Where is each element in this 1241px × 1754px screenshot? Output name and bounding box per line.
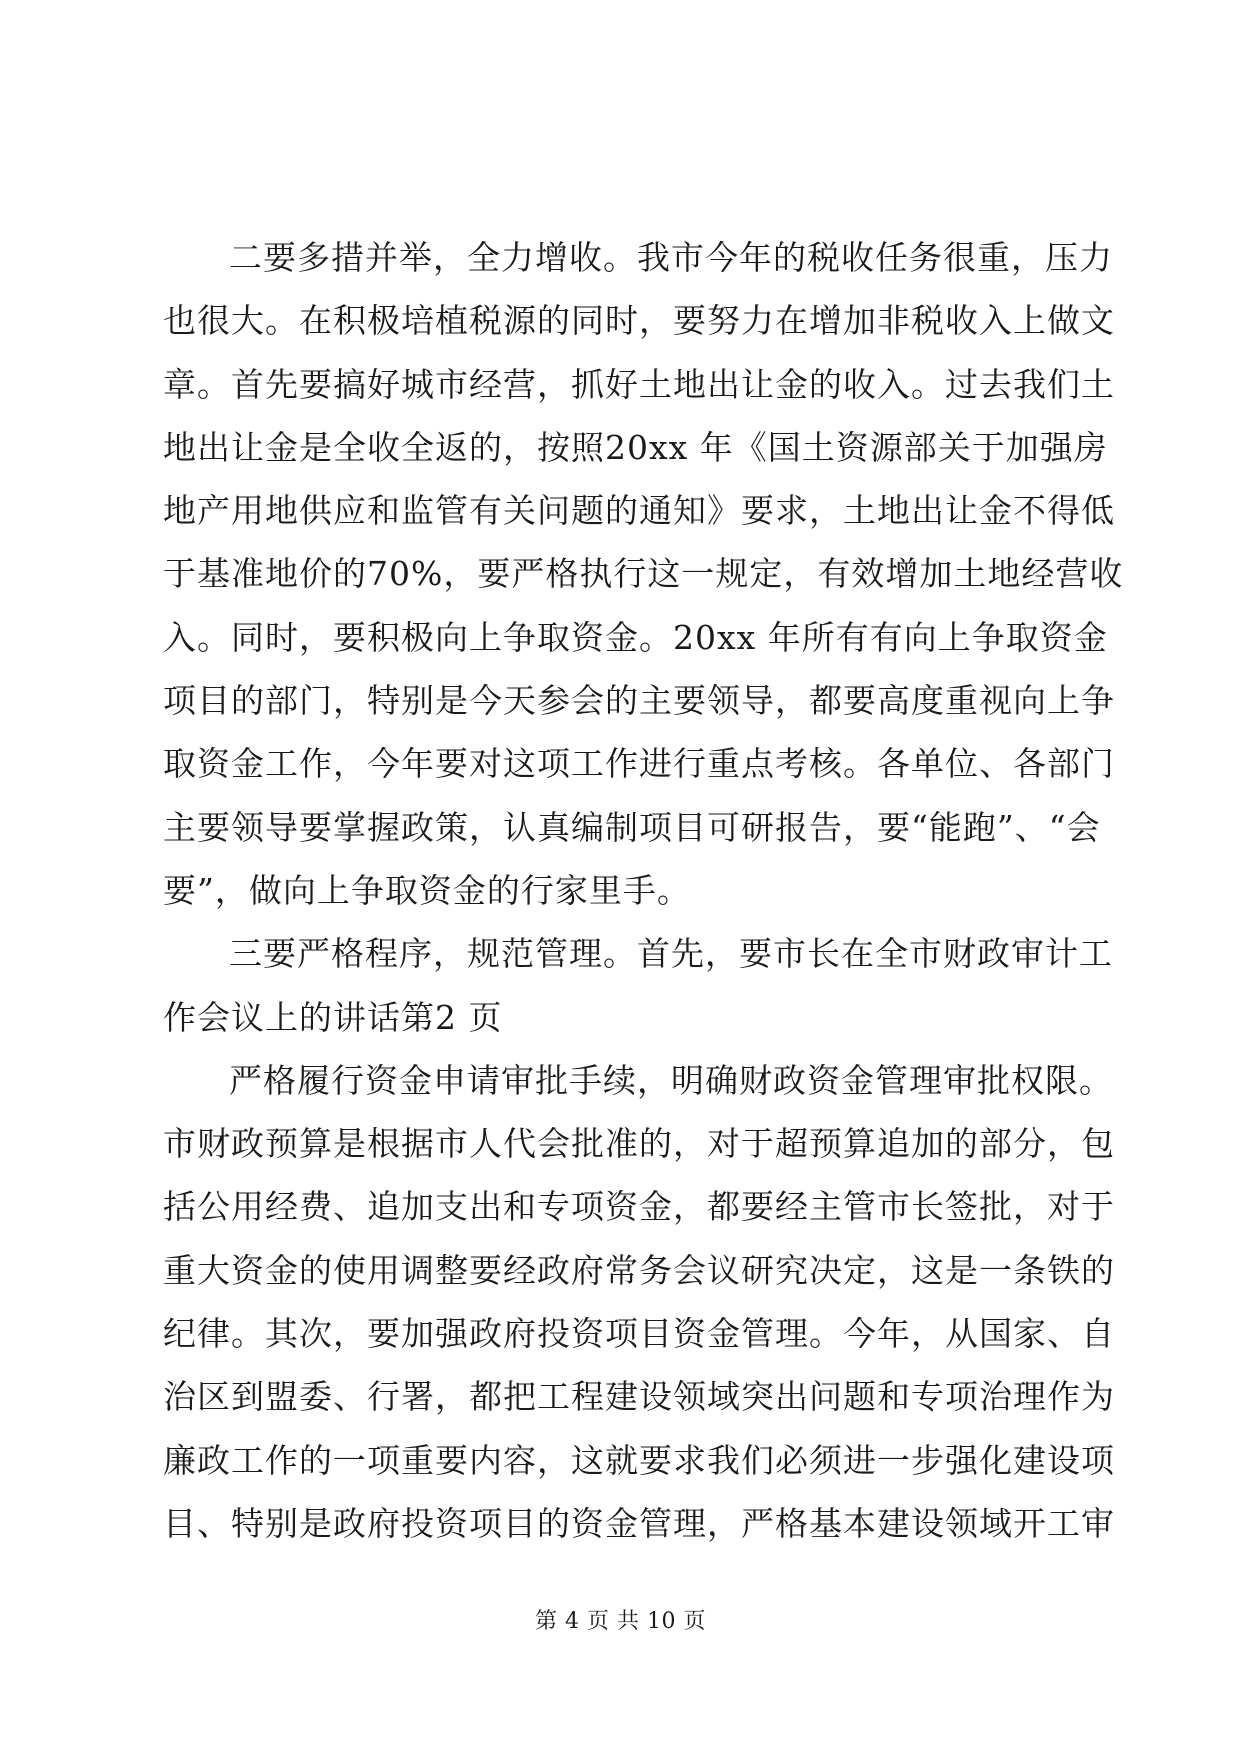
- text-line: 严格履行资金申请审批手续，明确财政资金管理审批权限。: [229, 1060, 1113, 1100]
- text-line: 二要多措并举，全力增收。我市今年的税收任务很重，压力: [229, 238, 1113, 277]
- text-line: 廉政工作的一项重要内容，这就要求我们必须进一步强化建设项: [163, 1440, 1115, 1480]
- paragraph-approval-procedures: [163, 1049, 1115, 1555]
- text-line: 项目的部门，特别是今天参会的主要领导，都要高度重视向上争: [163, 681, 1115, 721]
- text-line: 三要严格程序，规范管理。首先，要市长在全市财政审计工: [229, 934, 1113, 974]
- text-line: 目、特别是政府投资项目的资金管理，严格基本建设领域开工审: [163, 1503, 1115, 1543]
- text-line: 取资金工作，今年要对这项工作进行重点考核。各单位、各部门: [163, 744, 1115, 784]
- page-number-footer: 第 4 页 共 10 页: [535, 1609, 706, 1634]
- paragraph-strict-procedure: [163, 922, 1113, 1049]
- text-line: 纪律。其次，要加强政府投资项目资金管理。今年，从国家、自: [163, 1314, 1115, 1354]
- text-line: 市财政预算是根据市人代会批准的，对于超预算追加的部分，包: [163, 1124, 1115, 1164]
- text-line: 于基准地价的70%，要严格执行这一规定，有效增加土地经营收: [163, 554, 1124, 594]
- text-line: 入。同时，要积极向上争取资金。20xx 年所有有向上争取资金: [163, 617, 1108, 657]
- text-line: 地产用地供应和监管有关问题的通知》要求，土地出让金不得低: [163, 491, 1115, 531]
- text-line: 主要领导要掌握政策，认真编制项目可研报告，要“能跑”、“会: [163, 807, 1101, 847]
- text-line: 重大资金的使用调整要经政府常务会议研究决定，这是一条铁的: [163, 1250, 1115, 1290]
- text-line: 括公用经费、追加支出和专项资金，都要经主管市长签批，对于: [163, 1187, 1115, 1227]
- text-line: 章。首先要搞好城市经营，抓好土地出让金的收入。过去我们土: [163, 364, 1115, 404]
- text-line: 地出让金是全收全返的，按照20xx 年《国土资源部关于加强房: [163, 427, 1108, 467]
- text-line: 治区到盟委、行署，都把工程建设领域突出问题和专项治理作为: [163, 1377, 1115, 1417]
- text-line: 也很大。在积极培植税源的同时，要努力在增加非税收入上做文: [163, 301, 1115, 341]
- text-line: 要”，做向上争取资金的行家里手。: [163, 870, 691, 910]
- paragraph-increase-revenue: [163, 226, 1124, 922]
- document-body: [163, 226, 1124, 1555]
- text-line: 作会议上的讲话第2 页: [163, 997, 503, 1037]
